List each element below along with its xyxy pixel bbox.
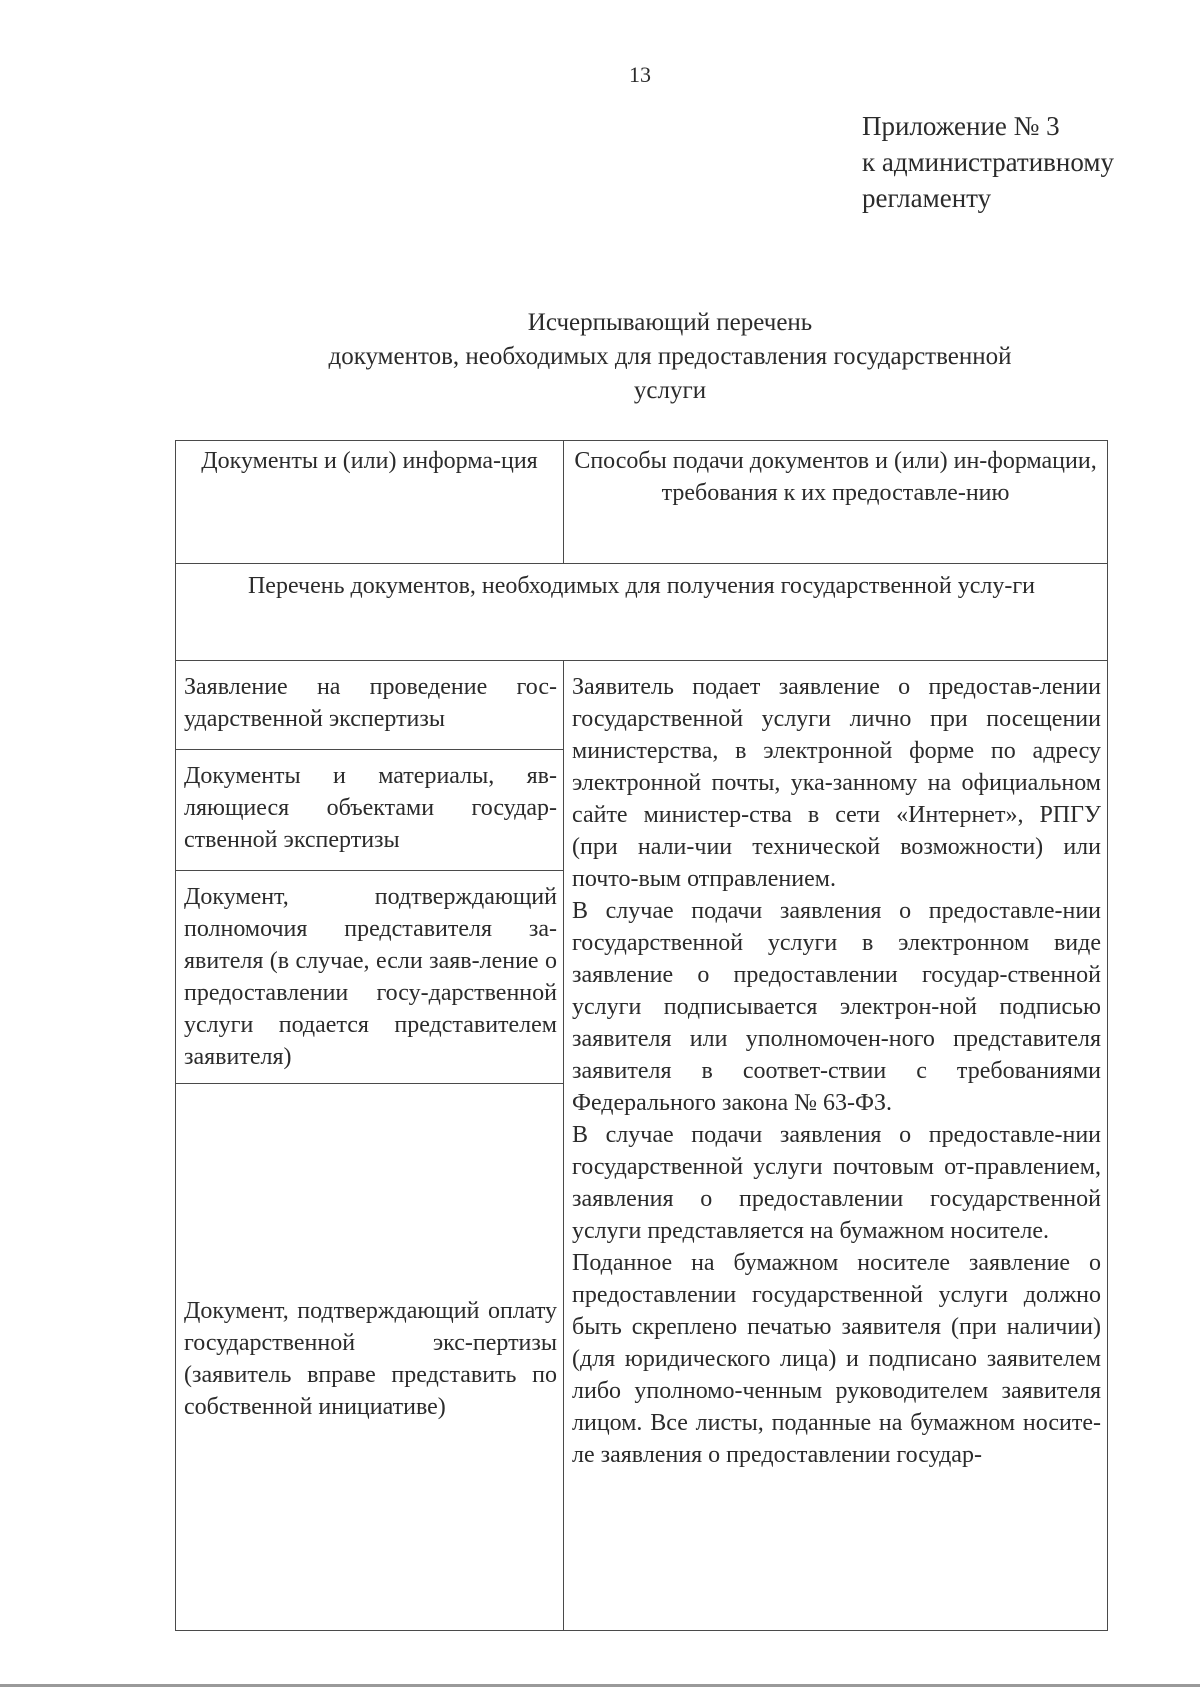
page-number: 13 [629,62,651,87]
documents-table [175,440,1108,1631]
section-row [176,564,1108,661]
document-cell: Заявление на проведение гос-ударственной экспертизы [176,661,564,750]
appendix-line: регламенту [862,183,992,213]
document-cell: Документы и материалы, яв-ляющиеся объектами государ-ственной экспертизы [176,750,564,871]
title-line: Исчерпывающий перечень [527,309,813,336]
document-cell: Документ, подтверждающий полномочия представителя за-явителя (в случае, если заяв-ление о предоставлении госу-дарственной услуги подается представителем заявителя) [176,871,564,1084]
table-row [176,661,1108,750]
appendix-reference [862,108,1114,216]
method-paragraph: Поданное на бумажном носителе заявление о предоставлении государственной услуги должно быть скреплено печатью заявителя (при наличии) (для юридического лица) и подписано заявителем либо уполномо-ченным руководителем заявителя лицом. Все листы, поданные на бумажном носите-ле заявления о предоставлении государ- [572,1250,1101,1468]
document-cell: Документ, подтверждающий оплату государственной экс-пертизы (заявитель вправе представить по собственной инициативе) [176,1084,564,1631]
document-title [180,306,1160,408]
submission-methods-cell [564,661,1108,1631]
title-line: услуги [633,377,707,404]
table-header-row [176,441,1108,564]
method-paragraph: Заявитель подает заявление о предостав-лении государственной услуги лично при посещении министерства, в электронной форме по адресу электронной почты, ука-занному на официальном сайте министер-ства в сети «Интернет», РПГУ (при нали-чии технической возможности) или почто-вым отправлением. [572,674,1101,892]
scan-edge-line [0,1684,1200,1687]
appendix-line: к административному [862,147,1114,177]
appendix-line: Приложение № 3 [862,111,1060,141]
header-documents: Документы и (или) информа-ция [176,441,564,564]
method-paragraph: В случае подачи заявления о предоставле-нии государственной услуги в электронном виде заявление о предоставлении государ-ственной услуги подписывается электрон-ной подписью заявителя или уполномочен-ного представителя заявителя в соответ-ствии с требованиями Федерального закона № 63-ФЗ. [572,898,1101,1116]
section-heading: Перечень документов, необходимых для получения государственной услу-ги [176,564,1108,661]
method-paragraph: В случае подачи заявления о предоставле-нии государственной услуги почтовым от-правлением, заявления о предоставлении государственной услуги представляется на бумажном носителе. [572,1122,1101,1244]
title-line: документов, необходимых для предоставления государственной [328,343,1012,370]
header-submission-methods: Способы подачи документов и (или) ин-формации, требования к их предоставле-нию [564,441,1108,564]
